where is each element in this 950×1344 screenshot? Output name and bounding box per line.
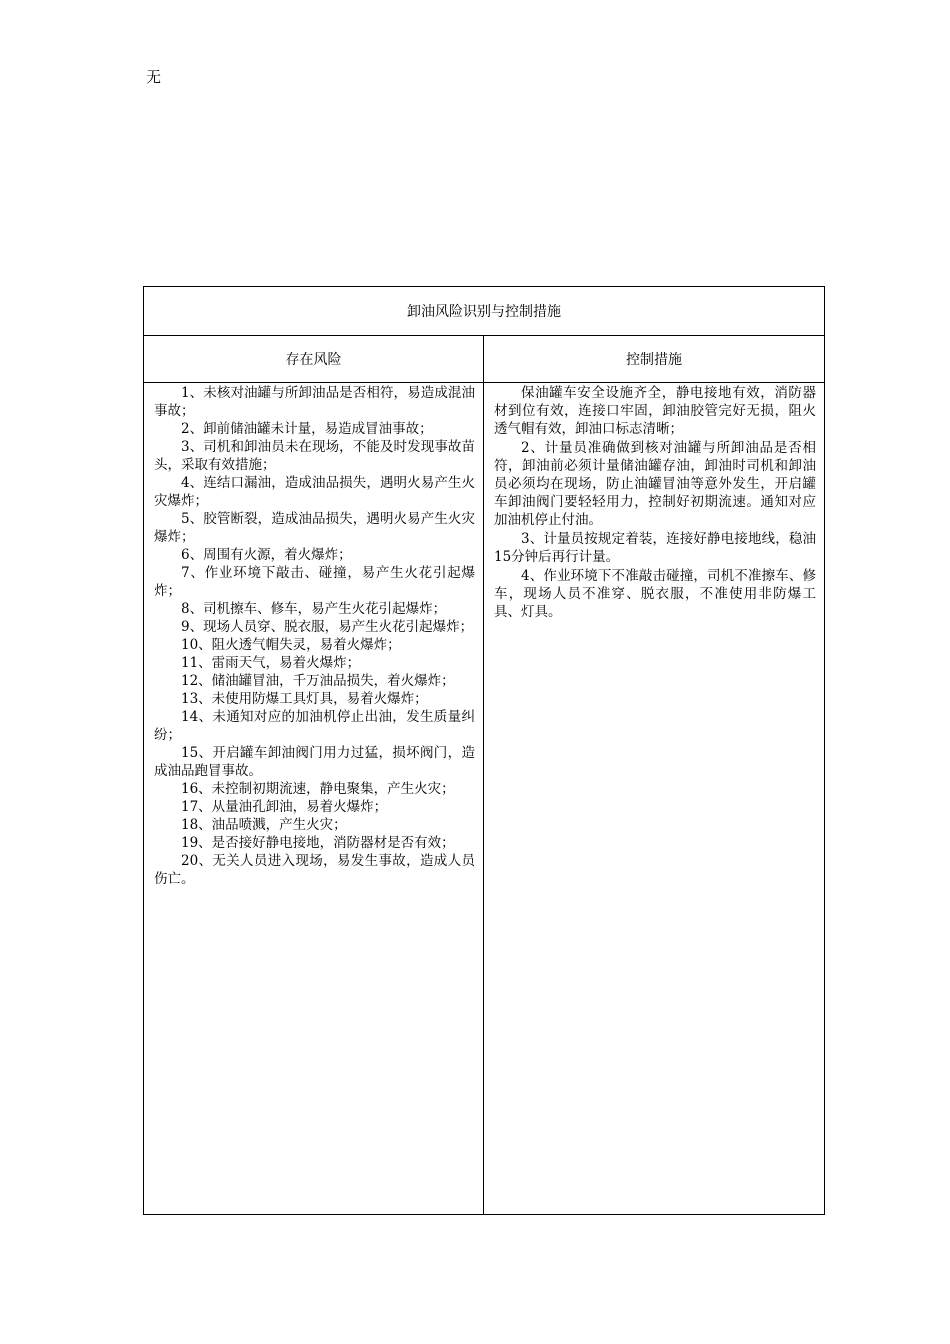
risk-item: 2、卸前储油罐未计量，易造成冒油事故；	[181, 421, 433, 437]
risk-control-table	[143, 286, 825, 1215]
risk-item: 12、储油罐冒油，千万油品损失，着火爆炸；	[181, 673, 455, 689]
risk-item: 18、油品喷溅，产生火灾；	[181, 817, 347, 833]
risk-item: 4、连结口漏油，造成油品损失，遇明火易产生火灾爆炸；	[154, 475, 475, 509]
risk-item: 14、未通知对应的加油机停止出油，发生质量纠纷；	[154, 709, 475, 743]
risk-item: 1、未核对油罐与所卸油品是否相符，易造成混油事故；	[154, 385, 475, 419]
risk-item: 16、未控制初期流速，静电聚集，产生火灾；	[181, 781, 455, 797]
control-item: 3、计量员按规定着装，连接好静电接地线，稳油15分钟后再行计量。	[494, 531, 816, 565]
risk-item: 5、胶管断裂，造成油品损失，遇明火易产生火灾爆炸；	[154, 511, 475, 545]
risk-item: 9、现场人员穿、脱衣服，易产生火花引起爆炸；	[181, 619, 474, 635]
risk-item: 11、雷雨天气，易着火爆炸；	[181, 655, 361, 671]
risk-item: 3、司机和卸油员未在现场，不能及时发现事故苗头，采取有效措施；	[154, 439, 475, 473]
risk-item: 7、作业环境下敲击、碰撞，易产生火花引起爆炸；	[154, 565, 475, 599]
risk-list-cell	[144, 383, 484, 1215]
column-header-control: 控制措施	[484, 336, 825, 383]
control-item: 保油罐车安全设施齐全，静电接地有效，消防器材到位有效，连接口牢固，卸油胶管完好无损，阻火透气帽有效，卸油口标志清晰；	[494, 385, 816, 437]
risk-item: 6、周围有火源，着火爆炸；	[181, 547, 352, 563]
risk-item: 10、阻火透气帽失灵，易着火爆炸；	[181, 637, 401, 653]
risk-item: 17、从量油孔卸油，易着火爆炸；	[181, 799, 388, 815]
risk-item: 20、无关人员进入现场，易发生事故，造成人员伤亡。	[154, 853, 475, 887]
column-header-risk: 存在风险	[144, 336, 484, 383]
control-item: 4、作业环境下不准敲击碰撞，司机不准擦车、修车，现场人员不准穿、脱衣服，不准使用非防爆工具、灯具。	[494, 568, 816, 620]
table-title: 卸油风险识别与控制措施	[144, 287, 825, 336]
control-item: 2、计量员准确做到核对油罐与所卸油品是否相符，卸油前必须计量储油罐存油，卸油时司机和卸油员必须均在现场，防止油罐冒油等意外发生，开启罐车卸油阀门要轻轻用力，控制好初期流速。通知对应加油机停止付油。	[494, 440, 816, 528]
header-mark: 无	[146, 68, 162, 86]
risk-item: 19、是否接好静电接地，消防器材是否有效；	[181, 835, 455, 851]
risk-item: 13、未使用防爆工具灯具，易着火爆炸；	[181, 691, 428, 707]
risk-item: 8、司机擦车、修车，易产生火花引起爆炸；	[181, 601, 447, 617]
risk-item: 15、开启罐车卸油阀门用力过猛，损坏阀门，造成油品跑冒事故。	[154, 745, 475, 779]
control-list-cell	[484, 383, 825, 1215]
